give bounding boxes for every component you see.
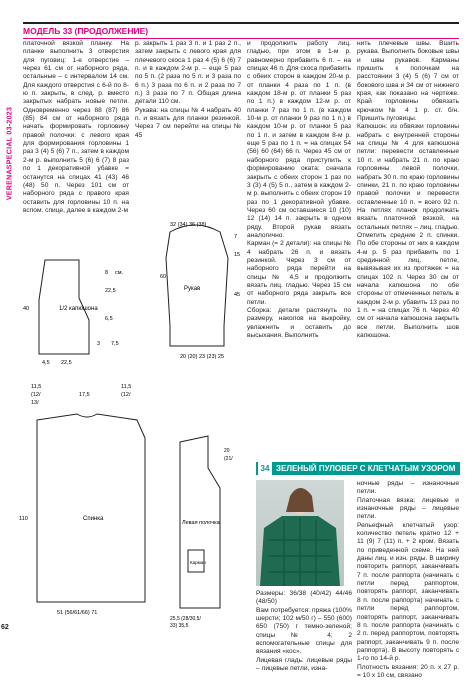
svg-text:45: 45 bbox=[234, 292, 241, 298]
svg-text:11,5: 11,5 bbox=[31, 384, 42, 390]
sweater-image bbox=[256, 480, 344, 586]
svg-text:3: 3 bbox=[97, 341, 101, 347]
back-label: Спинка bbox=[83, 516, 104, 522]
svg-text:22,5: 22,5 bbox=[105, 288, 116, 294]
section-title: ЗЕЛЕНЫЙ ПУЛОВЕР С КЛЕТЧАТЫМ УЗОРОМ bbox=[276, 464, 456, 473]
pocket-label: Карман bbox=[190, 560, 206, 565]
front-pattern-diagram bbox=[168, 428, 252, 630]
svg-text:22,5: 22,5 bbox=[61, 360, 72, 366]
svg-text:60: 60 bbox=[160, 274, 167, 280]
sleeve-pattern-diagram bbox=[140, 218, 250, 368]
svg-text:7: 7 bbox=[234, 234, 238, 240]
text-column-6: ночные ряды – изнаночные петли. Платочная вязка: лицевые и изнаночные ряды – лицевые петли. Рельефный клетчатый узор: количество петель кратно 12 + 11 (9) 7 (11) п. + 2 кром. Вязать по приведенной схеме. На ней даны лиц. и изн. ряды. В ширину повторить раппорт, заканчивать 7 п. после раппорта (начинать с петли перед раппортом, повторять раппорт, заканчивать 8 п. после раппорта) начинать с петли перед раппортом, повторять раппорт, заканчивать 8 п. после раппорта (начинать с 2 п. перед раппортом, повторять раппорт, заканчивать 9 п. после раппорта). В высоту повторять с 1-го по 14-й р. Плотность вязания: 20 п. x 27 р. = 10 x 10 см, связано bbox=[357, 480, 459, 679]
hood-label: 1/2 капюшона bbox=[59, 306, 98, 312]
page-sidebar bbox=[0, 0, 14, 640]
svg-text:32 (34) 36 (38): 32 (34) 36 (38) bbox=[170, 222, 207, 228]
text-column-4: нить плечевые швы. Вшить рукава. Выполнить боковые швы и швы рукавов. Карманы пришить к полочкам на расстоянии 3 (4) 5 (6) 7 см от бокового шва и 34 см от нижнего края, как показано на чертеже. Край горловины обвязать крючком № 4 1 р. ст. б/н. Пришить пуговицы. Капюшон: из обвязки горловины набрать с внутренней стороны на спицы № 4 для капюшона петли: перевести оставленные 10 п. и набрать 21 п. по краю горловины левой полочки, набрать 30 п. по краю горловины спинки, 21 п. по краю горловины правой полочки и перевести оставленные 10 п. = всего 92 п. На петлях планок продолжать вязать платочной вязкой, на остальных петлях – лиц. гладью. Отметить средние 2 п. спинки. По обе стороны от них в каждом 4-м р. 5 раз прибавить по 1 срединной лиц. петле, вывязывая их из протяжек = на спицах 102 п. Через 30 см от начала капюшона по обе стороны от отмеченных петель в каждом 2-м р. убавить 13 раз по 1 п. = на спицах 76 п. Через 40 см от начала капюшона закрыть все петли. Выполнить шов капюшона. bbox=[357, 40, 459, 340]
svg-text:7,5: 7,5 bbox=[111, 341, 119, 347]
model-photo bbox=[256, 480, 344, 586]
svg-text:33) 35,5: 33) 35,5 bbox=[170, 623, 189, 629]
text-column-2: р. закрыть 1 раз 3 п. и 1 раз 2 п., затем закрыть с левого края для плечевого скоса 1 раз 4 (5) 6 (6) 7 п. и в каждом 2-м р. – еще 5 раз по 5 п. (2 раза по 5 п. и 3 раза по 6 п.) 3 раза по 6 п. и 2 раза по 7 п.) 3 раза по 7 п. Общая длина детали 110 см. Рукава: на спицы № 4 набрать 40 п. и вязать для планки резинкой. Через 7 см перейти на спицы № 45 bbox=[135, 40, 241, 139]
section-number: 34 bbox=[258, 462, 272, 475]
text-column-1: платочной вязкой планку. На планке выполнить 3 отверстия для пуговиц: 1-е отверстие – через 61 см от наборного ряда, остальные – с интервалом 14 см. Для каждого отверстия с 6-й по 8-ю п. закрыть, в след. р. вместо закрытых набрать новые петли. Одновременно через 88 (87) 86 (85) 84 см от наборного ряда начать формировать горловину правой полочки: с левого края для формирования горловины 1 раз 3 (4) 5 (6) 7 п., затем в каждом 2-м р. выполнить 5 (6) 6 (7) 8 раз по 1 декоративной убавке = останутся на спицах 41 (43) 46 (48) 50 п. Через 101 см от наборного ряда с правого края оставить для горловины 10 п. на вспом. спице, далее в каждом 2-м bbox=[23, 40, 129, 214]
svg-text:17,5: 17,5 bbox=[79, 392, 90, 398]
section-34-header bbox=[256, 462, 460, 475]
text-column-5: Размеры: 36/38 (40/42) 44/46 (48/50) Вам потребуется: пряжа (100% шерсти; 102 м/50 г) – 550 (600) 650 (750) г темно-зеленой; спицы № 4; 2 вспомогательные спицы для вязания «кос». Лицевая гладь: лицевые ряды – лицевые петли, изна- bbox=[256, 590, 352, 673]
svg-text:51 (56/61/66) 71: 51 (56/61/66) 71 bbox=[57, 610, 98, 616]
sleeve-label: Рукав bbox=[184, 286, 201, 292]
svg-text:(21/: (21/ bbox=[224, 456, 233, 462]
svg-text:4,5: 4,5 bbox=[42, 360, 50, 366]
svg-text:см.: см. bbox=[115, 270, 124, 276]
svg-text:11,5: 11,5 bbox=[121, 384, 132, 390]
svg-text:(12/: (12/ bbox=[121, 392, 131, 398]
svg-text:6,5: 6,5 bbox=[105, 316, 113, 322]
hood-pattern-diagram bbox=[17, 250, 135, 368]
svg-text:20 (20) 23 (23) 25: 20 (20) 23 (23) 25 bbox=[180, 354, 225, 360]
page-number: 62 bbox=[1, 624, 9, 631]
svg-text:8: 8 bbox=[105, 270, 109, 276]
front-label: Левая полочка bbox=[182, 520, 220, 526]
svg-text:15: 15 bbox=[234, 252, 241, 258]
svg-text:20: 20 bbox=[224, 448, 230, 454]
magazine-issue-label: VERENASPECIAL 03-2023 bbox=[6, 106, 14, 201]
svg-text:40: 40 bbox=[23, 306, 30, 312]
model-header: МОДЕЛЬ 33 (ПРОДОЛЖЕНИЕ) bbox=[23, 22, 459, 39]
back-pattern-diagram bbox=[17, 380, 167, 630]
svg-text:25,5 (28/30,5/: 25,5 (28/30,5/ bbox=[170, 616, 201, 622]
text-column-3: и продолжить работу лиц. гладью, при этом в 1-м р. равномерно прибавить 6 п. – на спицах 46 п. Для скоса прибавить с обеих сторон в каждом 20-м р. от планки 4 раза по 1 п. (в каждом 18-м р. от планки 5 раз по 1 п.) в каждом 12-м р. от планки 7 раз по 1 п. (в каждом 10-м р. от планки 9 раз по 1 п.) в каждом 10-м р. от планки 5 раз по 1 п. и затем в каждом 8-м р. еще 5 раз по 1 п. = на спицах 54 (56) 60 (64) 66 п. Через 45 см от наборного ряда приступить к формированию оката: сначала закрыть с обеих сторон 1 раз по 3 (3) 4 (5) 5 п., затем в каждом 2-м р. выполнить с обеих сторон 19 раз по 1 декоративной убавке. Через 60 см оставшиеся 10 (10) 12 (14) 14 п. закрыть в одном ряду. Второй рукав вязать аналогично. Карман (= 2 детали): на спицы № 4 набрать 26 п. и вязать резинкой. Через 3 см от наборного ряда перейти на спицы № 4,5 и продолжить вязать лиц. гладью. Через 15 см от наборного ряда закрыть все петли. Сборка: детали растянуть по размеру, наколов на выкройку, увлажнить и оставить до высыхания. Выполнить bbox=[247, 40, 351, 340]
svg-text:(12/: (12/ bbox=[31, 392, 41, 398]
svg-text:13/: 13/ bbox=[31, 400, 39, 406]
svg-text:110: 110 bbox=[19, 516, 28, 522]
